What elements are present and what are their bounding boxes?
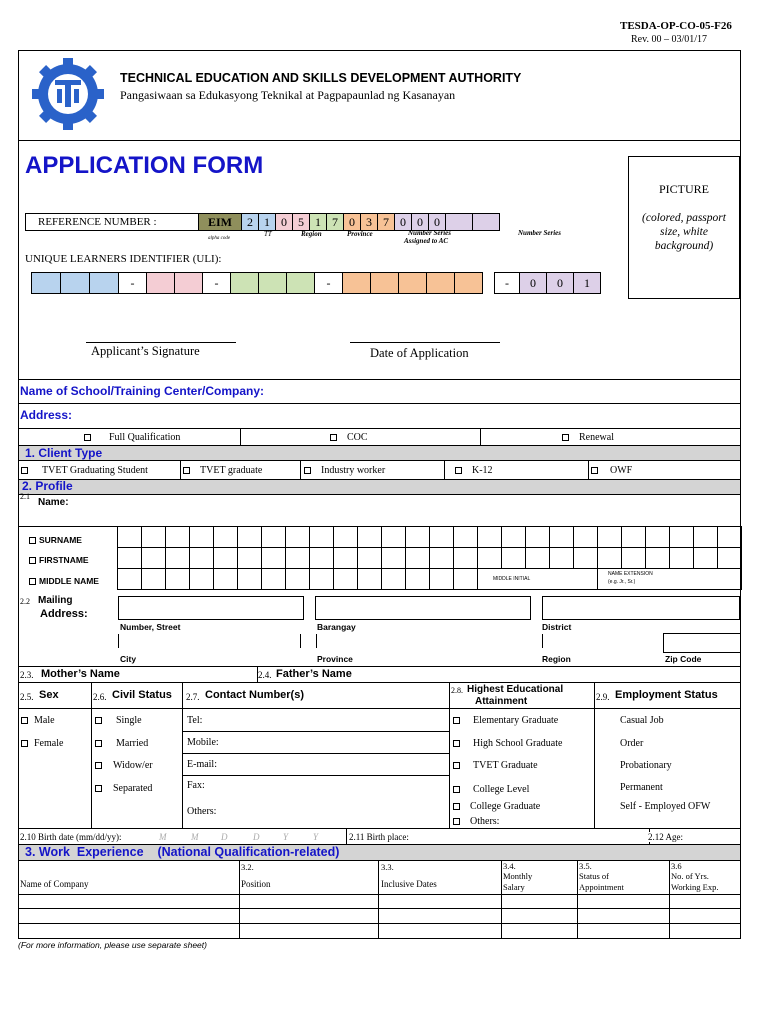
uli-dash: - — [118, 272, 147, 294]
name-letter-box[interactable] — [357, 547, 382, 569]
surname-label: SURNAME — [29, 535, 82, 545]
ref-cell — [472, 213, 500, 231]
picture-title: PICTURE — [658, 182, 709, 196]
work-title: 3. Work Experience (National Qualification-related) — [25, 845, 340, 859]
edu-elementary[interactable]: Elementary Graduate — [453, 715, 558, 726]
emp-self-employed[interactable]: Self - Employed OFW — [620, 801, 711, 812]
work-row-1[interactable] — [18, 894, 741, 908]
name-letter-box[interactable] — [501, 547, 526, 569]
education-label: Highest Educational — [467, 684, 564, 695]
emp-probationary[interactable]: Probationary — [620, 760, 672, 771]
name-letter-box[interactable] — [597, 526, 622, 548]
agency-name-filipino: Pangasiwaan sa Edukasyong Teknikal at Pagpapaunlad ng Kasanayan — [120, 88, 456, 102]
name-letter-box[interactable] — [693, 547, 718, 569]
civil-married[interactable]: Married — [95, 738, 148, 749]
ref-sublabel: Province — [347, 230, 373, 238]
checkbox-icon — [330, 434, 337, 441]
zip-caption: Zip Code — [665, 654, 702, 664]
uli-cell: 0 — [546, 272, 574, 294]
checkbox-icon — [183, 467, 190, 474]
client-tvet-graduating[interactable]: TVET Graduating Student — [21, 465, 148, 476]
ref-sublabel: Region — [301, 230, 322, 238]
name-letter-box[interactable] — [477, 547, 502, 569]
checkbox-icon — [562, 434, 569, 441]
checkbox-icon — [95, 785, 102, 792]
name-letter-box[interactable] — [309, 547, 334, 569]
name-letter-box[interactable] — [453, 568, 478, 590]
name-letter-box[interactable] — [525, 526, 550, 548]
street-input[interactable] — [118, 596, 304, 620]
edu-high-school[interactable]: High School Graduate — [453, 738, 562, 749]
work-col-position: Position — [241, 879, 271, 889]
name-letter-box[interactable] — [261, 526, 286, 548]
contact-label: Contact Number(s) — [205, 689, 305, 701]
ref-cell: 7 — [326, 213, 344, 231]
name-letter-box[interactable] — [405, 547, 430, 569]
civil-separated[interactable]: Separated — [95, 783, 152, 794]
name-letter-box[interactable] — [381, 568, 406, 590]
ref-cell: 0 — [343, 213, 361, 231]
fax-label: Fax: — [187, 780, 205, 791]
name-letter-box[interactable] — [381, 547, 406, 569]
checkbox-icon — [591, 467, 598, 474]
name-letter-box[interactable] — [333, 526, 358, 548]
uli-dash: - — [202, 272, 231, 294]
uli-cell — [398, 272, 427, 294]
ref-cell: 7 — [377, 213, 395, 231]
name-letter-box[interactable] — [429, 547, 454, 569]
name-letter-box[interactable] — [717, 547, 742, 569]
uli-cell: 1 — [573, 272, 601, 294]
uli-label: UNIQUE LEARNERS IDENTIFIER (ULI): — [25, 253, 222, 265]
ref-cell: EIM — [198, 213, 242, 231]
work-col-dates: Inclusive Dates — [381, 879, 437, 889]
name-letter-box[interactable] — [645, 547, 670, 569]
uli-cell — [426, 272, 455, 294]
ref-cell: 1 — [258, 213, 276, 231]
work-col-status: Status of Appointment — [579, 871, 624, 892]
name-letter-box[interactable] — [357, 568, 382, 590]
mother-name-label: Mother’s Name — [41, 668, 120, 680]
email-label: E-mail: — [187, 759, 217, 770]
uli-grid-tail[interactable] — [495, 272, 601, 294]
checkbox-icon — [455, 467, 462, 474]
ref-cell: 0 — [411, 213, 429, 231]
uli-dash: - — [494, 272, 520, 294]
address-label: Address: — [20, 408, 73, 422]
sex-number: 2.5. — [20, 692, 34, 702]
firstname-label: FIRSTNAME — [29, 555, 89, 565]
birthdate-slot: Y — [283, 832, 289, 842]
ref-cell: 0 — [428, 213, 446, 231]
form-title: APPLICATION FORM — [25, 152, 264, 179]
barangay-input[interactable] — [315, 596, 531, 620]
profile-title: 2. Profile — [22, 479, 73, 493]
name-letter-box[interactable] — [429, 568, 454, 590]
civil-single[interactable]: Single — [95, 715, 142, 726]
work-row-3[interactable] — [18, 923, 741, 939]
name-letter-box[interactable] — [261, 568, 286, 590]
uli-cell — [146, 272, 175, 294]
middlename-label: MIDDLE NAME — [29, 576, 99, 586]
district-input[interactable] — [542, 596, 740, 620]
region-input[interactable] — [542, 634, 543, 648]
checkbox-icon — [453, 717, 460, 724]
checkbox-icon — [304, 467, 311, 474]
client-owf[interactable]: OWF — [591, 465, 632, 476]
name-letter-box[interactable] — [309, 526, 334, 548]
ref-cell: 5 — [292, 213, 310, 231]
name-letter-box[interactable] — [285, 568, 310, 590]
client-k12[interactable]: K-12 — [455, 465, 493, 476]
birthdate-slot: D — [221, 832, 228, 842]
checkbox-icon — [95, 762, 102, 769]
edu-others[interactable]: Others: — [453, 816, 499, 827]
contact-number: 2.7. — [186, 692, 200, 702]
street-caption: Number, Street — [120, 622, 181, 632]
ref-sublabel: alpha code — [208, 236, 231, 241]
name-letter-box[interactable] — [213, 526, 238, 548]
ref-sublabel: Assigned to AC — [404, 237, 449, 245]
checkbox-icon — [21, 467, 28, 474]
province-input[interactable] — [300, 634, 301, 648]
city-caption: City — [120, 654, 137, 664]
school-label: Name of School/Training Center/Company: — [20, 384, 265, 398]
name-extension-example: (e.g. Jr., Sr.) — [608, 579, 636, 585]
father-name-label: Father’s Name — [276, 668, 352, 680]
civil-widower[interactable]: Widow/er — [95, 760, 153, 771]
checkbox-icon — [29, 557, 36, 564]
name-letter-box[interactable] — [333, 547, 358, 569]
checkbox-icon — [453, 740, 460, 747]
name-label: Name: — [38, 497, 69, 508]
ref-sublabel: TT — [264, 230, 272, 238]
name-letter-box[interactable] — [189, 547, 214, 569]
checkbox-icon — [95, 740, 102, 747]
assessment-full-qualification[interactable]: Full Qualification — [84, 432, 180, 443]
birthdate-slot: Y — [313, 832, 319, 842]
work-col-num-2: 3.2. — [241, 862, 254, 872]
emp-number: 2.9. — [596, 692, 610, 702]
contact-tel-input[interactable] — [215, 712, 445, 728]
mailing-number: 2.2 — [20, 597, 30, 606]
uli-cell — [342, 272, 371, 294]
name-letter-box[interactable] — [477, 526, 502, 548]
father-number: 2.4. — [258, 670, 272, 680]
uli-cell — [31, 272, 61, 294]
name-letter-box[interactable] — [189, 526, 214, 548]
work-col-num-6: 3.6 — [671, 861, 682, 871]
uli-dash: - — [314, 272, 343, 294]
name-grid[interactable] — [117, 526, 741, 589]
name-letter-box[interactable] — [597, 547, 622, 569]
birthdate-slot: M — [159, 832, 167, 842]
work-col-num-3: 3.3. — [381, 862, 394, 872]
name-letter-box[interactable] — [309, 568, 334, 590]
reference-label-box — [25, 213, 199, 231]
uli-cell — [60, 272, 90, 294]
name-letter-box[interactable] — [645, 526, 670, 548]
employment-label: Employment Status — [615, 689, 718, 701]
mother-number: 2.3. — [20, 670, 34, 680]
assessment-renewal[interactable]: Renewal — [562, 432, 614, 443]
name-letter-box[interactable] — [141, 547, 166, 569]
uli-cell: 0 — [519, 272, 547, 294]
name-letter-box[interactable] — [453, 526, 478, 548]
client-tvet-graduate[interactable]: TVET graduate — [183, 465, 262, 476]
birthdate-slot: M — [191, 832, 199, 842]
name-letter-box[interactable] — [237, 568, 262, 590]
name-letter-box[interactable] — [165, 547, 190, 569]
client-type-title: 1. Client Type — [25, 446, 103, 460]
signature-line — [86, 342, 236, 343]
name-letter-box[interactable] — [429, 526, 454, 548]
city-input[interactable] — [118, 634, 119, 648]
ref-cell: 2 — [241, 213, 259, 231]
ref-cell: 0 — [275, 213, 293, 231]
education-label-2: Attainment — [475, 696, 528, 707]
ref-sublabel: Number Series — [518, 229, 561, 237]
name-letter-box[interactable] — [669, 547, 694, 569]
tel-label: Tel: — [187, 715, 203, 726]
barangay-caption: Barangay — [317, 622, 356, 632]
emp-order[interactable]: Order — [620, 738, 644, 749]
mailing-label: Mailing — [38, 595, 73, 606]
age-label: 2.12 Age: — [648, 832, 683, 842]
name-number: 2.1 — [20, 492, 30, 501]
edu-tvet[interactable]: TVET Graduate — [453, 760, 538, 771]
name-letter-box[interactable] — [621, 547, 646, 569]
name-letter-box[interactable] — [165, 526, 190, 548]
others-label: Others: — [187, 806, 217, 817]
checkbox-icon — [21, 717, 28, 724]
uli-grid[interactable] — [32, 272, 483, 294]
name-letter-box[interactable] — [117, 568, 142, 590]
name-letter-box[interactable] — [333, 568, 358, 590]
name-letter-box[interactable] — [549, 526, 574, 548]
name-letter-box[interactable] — [165, 568, 190, 590]
name-letter-box[interactable] — [117, 547, 142, 569]
name-letter-box[interactable] — [237, 526, 262, 548]
name-letter-box[interactable] — [573, 526, 598, 548]
ref-cell: 3 — [360, 213, 378, 231]
name-letter-box[interactable] — [261, 547, 286, 569]
agency-name: TECHNICAL EDUCATION AND SKILLS DEVELOPMENT AUTHORITY — [120, 71, 522, 85]
date-of-application-label: Date of Application — [370, 346, 469, 360]
work-col-salary: Monthly Salary — [503, 871, 533, 892]
reference-number-grid[interactable] — [199, 213, 500, 231]
sex-male[interactable]: Male — [21, 715, 55, 726]
work-col-years: No. of Yrs. Working Exp. — [671, 871, 719, 892]
work-col-num-5: 3.5. — [579, 861, 592, 871]
uli-cell — [230, 272, 259, 294]
name-letter-box[interactable] — [117, 526, 142, 548]
uli-cell — [454, 272, 483, 294]
name-letter-box[interactable] — [285, 526, 310, 548]
checkbox-icon — [84, 434, 91, 441]
province-caption: Province — [317, 654, 353, 664]
middle-initial-label: MIDDLE INITIAL — [493, 576, 531, 582]
uli-cell — [286, 272, 315, 294]
checkbox-icon — [453, 786, 460, 793]
name-letter-box[interactable] — [141, 526, 166, 548]
ref-cell: 0 — [394, 213, 412, 231]
address-label-2: Address: — [40, 608, 88, 620]
profile-band — [18, 479, 741, 495]
applicant-signature-label: Applicant’s Signature — [91, 344, 200, 358]
name-letter-box[interactable] — [237, 547, 262, 569]
revision: Rev. 00 – 03/01/17 — [631, 34, 708, 45]
checkbox-icon — [29, 578, 36, 585]
name-letter-box[interactable] — [141, 568, 166, 590]
checkbox-icon — [95, 717, 102, 724]
edu-college-graduate[interactable]: College Graduate — [453, 801, 540, 812]
name-letter-box[interactable] — [669, 526, 694, 548]
checkbox-icon — [21, 740, 28, 747]
civil-number: 2.6. — [93, 692, 107, 702]
district-caption: District — [542, 622, 572, 632]
uli-cell — [174, 272, 203, 294]
name-letter-box[interactable] — [381, 526, 406, 548]
name-letter-box[interactable] — [285, 547, 310, 569]
birthplace-label: 2.11 Birth place: — [349, 832, 409, 842]
mobile-label: Mobile: — [187, 737, 219, 748]
client-type-band — [18, 445, 741, 461]
birthdate-slots[interactable] — [159, 832, 333, 842]
name-letter-box[interactable] — [405, 526, 430, 548]
checkbox-icon — [453, 762, 460, 769]
name-letter-box[interactable] — [405, 568, 430, 590]
name-letter-box[interactable] — [213, 547, 238, 569]
name-letter-box[interactable] — [189, 568, 214, 590]
footnote: (For more information, please use separate sheet) — [18, 940, 207, 950]
zip-code-input[interactable] — [663, 633, 741, 653]
name-letter-box[interactable] — [525, 547, 550, 569]
tesda-logo-icon — [30, 56, 106, 132]
name-letter-box[interactable] — [453, 547, 478, 569]
picture-note: (colored, passport size, white background) — [642, 212, 726, 252]
emp-permanent[interactable]: Permanent — [620, 782, 663, 793]
sex-label: Sex — [39, 689, 59, 701]
checkbox-icon — [29, 537, 36, 544]
name-letter-box[interactable] — [621, 526, 646, 548]
birthdate-slot: D — [253, 832, 260, 842]
work-col-company: Name of Company — [20, 879, 89, 889]
birthdate-label: 2.10 Birth date (mm/dd/yy): — [20, 832, 122, 842]
name-letter-box[interactable] — [501, 526, 526, 548]
edu-number: 2.8. — [451, 686, 463, 695]
name-letter-box[interactable] — [717, 526, 742, 548]
assessment-coc[interactable]: COC — [330, 432, 368, 443]
work-col-num-4: 3.4. — [503, 861, 516, 871]
ref-sublabel: Number Series — [408, 229, 451, 237]
name-letter-box[interactable] — [573, 547, 598, 569]
name-letter-box[interactable] — [693, 526, 718, 548]
reference-label: REFERENCE NUMBER : — [38, 216, 157, 228]
civil-status-label: Civil Status — [112, 689, 172, 701]
region-caption: Region — [542, 654, 571, 664]
edu-college-level[interactable]: College Level — [453, 784, 529, 795]
uli-cell — [89, 272, 119, 294]
ref-cell: 1 — [309, 213, 327, 231]
uli-cell — [258, 272, 287, 294]
form-code: TESDA-OP-CO-05-F26 — [620, 20, 732, 32]
name-letter-box[interactable] — [357, 526, 382, 548]
name-letter-box[interactable] — [213, 568, 238, 590]
client-industry-worker[interactable]: Industry worker — [304, 465, 385, 476]
date-line — [350, 342, 500, 343]
uli-cell — [370, 272, 399, 294]
work-row-2[interactable] — [18, 908, 741, 923]
name-letter-box[interactable] — [549, 547, 574, 569]
name-extension-label: NAME EXTENSION — [608, 571, 653, 577]
checkbox-icon — [453, 803, 460, 810]
checkbox-icon — [453, 818, 460, 825]
sex-female[interactable]: Female — [21, 738, 63, 749]
emp-casual[interactable]: Casual Job — [620, 715, 664, 726]
